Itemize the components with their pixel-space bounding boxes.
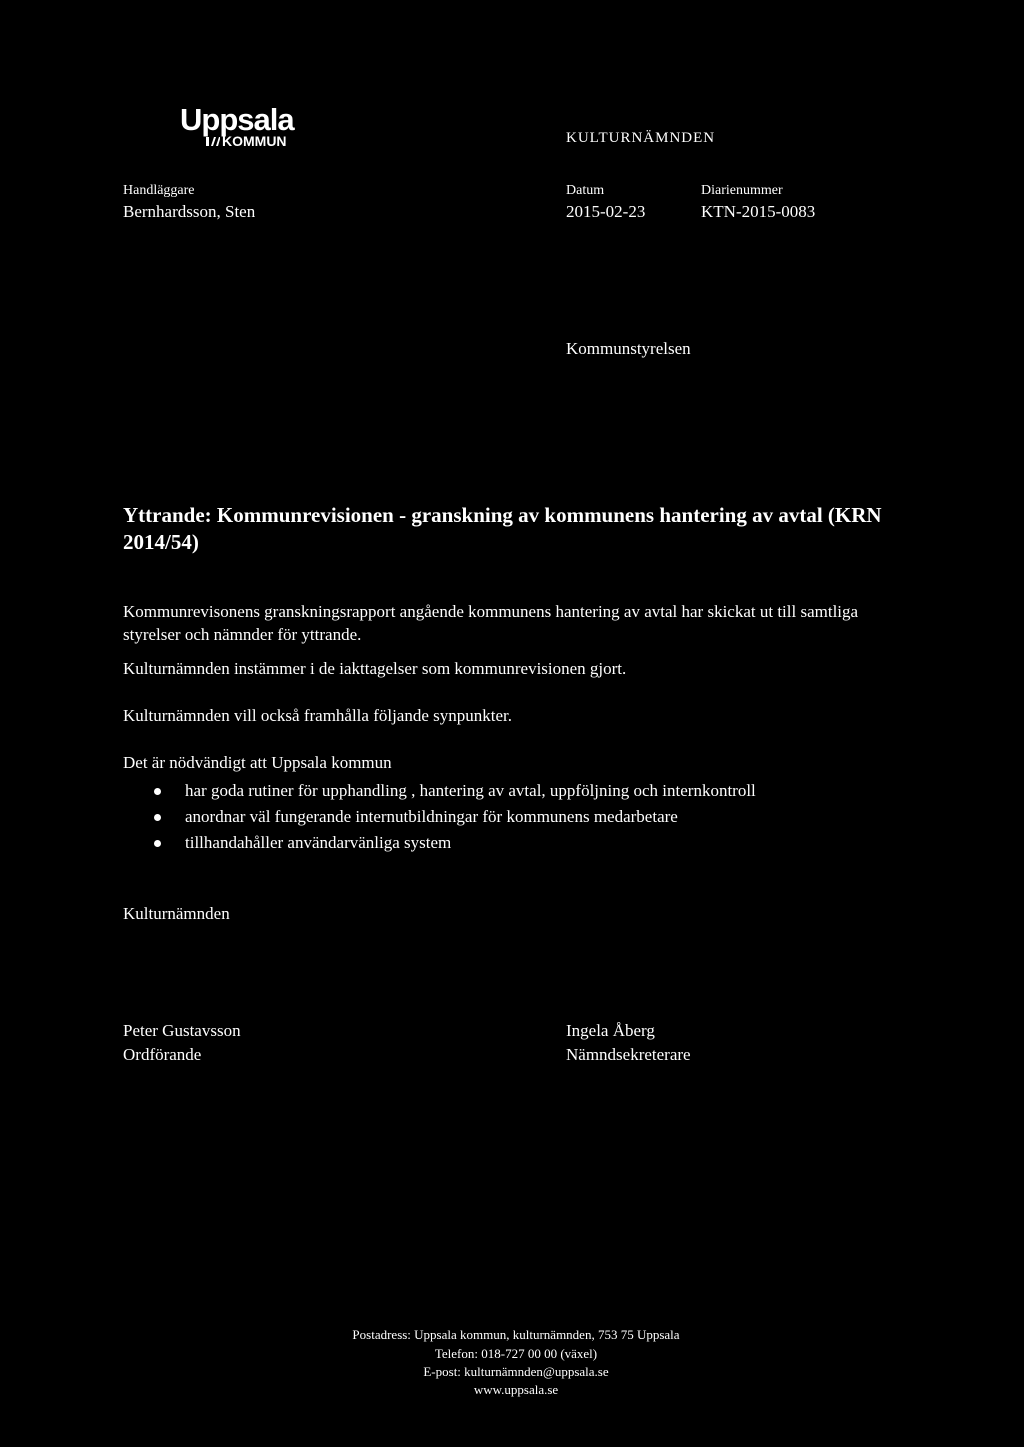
signatory-right-role: Nämndsekreterare: [566, 1045, 691, 1064]
handler-value: Bernhardsson, Sten: [123, 202, 256, 221]
paragraph-agreement: Kulturnämnden instämmer i de iakttagelser som kommunrevisionen gjort.: [123, 659, 627, 678]
list-item: [123, 804, 756, 830]
document-title: Yttrande: Kommunrevisionen - granskning av kommunens hantering av avtal (KRN 2014/54): [123, 503, 882, 554]
reference-value: KTN-2015-0083: [701, 202, 816, 221]
paragraph-viewpoints: Kulturnämnden vill också framhålla följande synpunkter.: [123, 706, 513, 725]
signing-organisation: Kulturnämnden: [123, 904, 230, 923]
date-label: Datum: [566, 183, 605, 198]
signatory-left-name: Peter Gustavsson: [123, 1021, 241, 1040]
signatory-left-role: Ordförande: [123, 1045, 202, 1064]
footer-website: www.uppsala.se: [473, 1382, 559, 1397]
footer-phone: Telefon: 018-727 00 00 (växel): [434, 1346, 598, 1361]
list-item-text: tillhandahåller användarvänliga system: [185, 833, 452, 852]
footer-address: Postadress: Uppsala kommun, kulturnämnden, 753 75 Uppsala: [352, 1327, 680, 1342]
paragraph-necessity: Det är nödvändigt att Uppsala kommun: [123, 753, 392, 772]
logo-subtitle: KOMMUN: [222, 133, 287, 149]
bullet-icon: [154, 788, 161, 795]
recipient: Kommunstyrelsen: [566, 339, 691, 358]
list-item: [123, 830, 756, 856]
handler-label: Handläggare: [123, 183, 195, 198]
list-item-text: anordnar väl fungerande internutbildningar för kommunens medarbetare: [185, 807, 678, 826]
signatory-right-name: Ingela Åberg: [566, 1021, 655, 1040]
uppsala-kommun-logo: [180, 104, 340, 152]
list-item-text: har goda rutiner för upphandling , hantering av avtal, uppföljning och internkontroll: [185, 781, 756, 800]
paragraph-intro: Kommunrevisonens granskningsrapport angående kommunens hantering av avtal har skickat ut till samtliga styrelser och nämnder för yttrande.: [123, 602, 859, 644]
date-value: 2015-02-23: [566, 202, 646, 221]
logo-wordmark: Uppsala: [180, 102, 294, 137]
logo-mark-icon: [206, 135, 220, 147]
list-item: [123, 778, 756, 804]
department-name: KULTURNÄMNDEN: [566, 130, 716, 146]
bullet-icon: [154, 840, 161, 847]
viewpoints-list: [123, 778, 756, 856]
bullet-icon: [154, 814, 161, 821]
footer-email: E-post: kulturnämnden@uppsala.se: [423, 1364, 609, 1379]
reference-label: Diarienummer: [701, 183, 783, 198]
